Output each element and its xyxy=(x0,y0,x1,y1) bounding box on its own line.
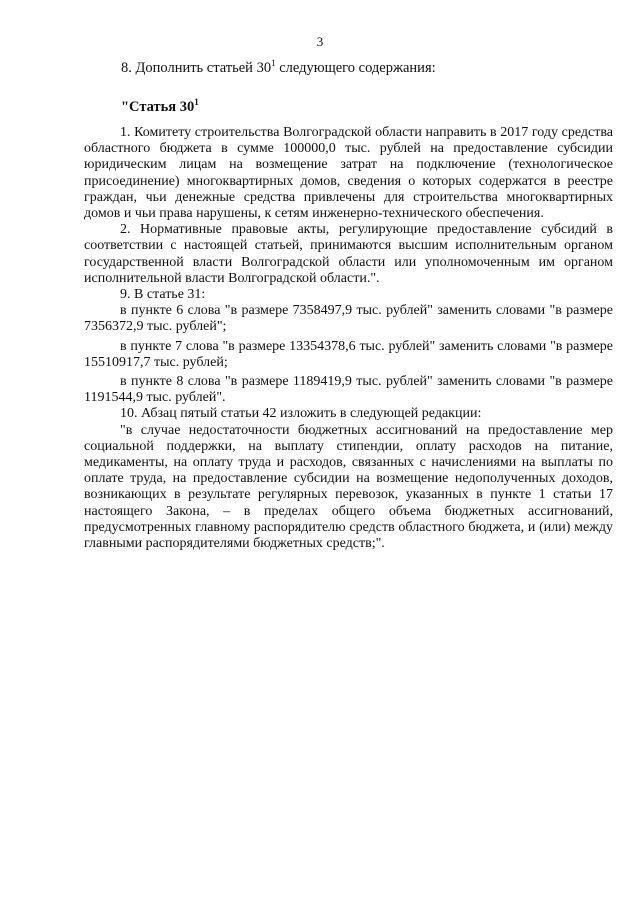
item-9-heading: 9. В статье 31: xyxy=(120,287,206,303)
item-10-heading: 10. Абзац пятый статьи 42 изложить в следующей редакции: xyxy=(120,406,482,422)
item-9-point-8: в пункте 8 слова "в размере 1189419,9 тыс. рублей" заменить словами "в размере 1191544,9 тыс. рублей". xyxy=(84,374,613,406)
article-30-1-paragraph-1: 1. Комитету строительства Волгоградской области направить в 2017 году средства областного бюджета в сумме 100000,0 тыс. рублей на предоставление субсидии юридическим лицам на возмещение затрат на подключение (технологическое присоединение) многоквартирных домов, сведения о которых содержатся в реестре граждан, чьи денежные средства привлечены для строительства многоквартирных домов и чьи права нарушены, к сетям инженерно-технического обеспечения. xyxy=(84,125,613,222)
item-9-point-6: в пункте 6 слова "в размере 7358497,9 тыс. рублей" заменить словами "в размере 7356372,9 тыс. рублей"; xyxy=(84,303,613,335)
item-8-tail: следующего содержания: xyxy=(275,59,436,76)
page-number: 3 xyxy=(316,34,324,49)
amendment-item-8 xyxy=(121,58,436,77)
item-10-quote: "в случае недостаточности бюджетных ассигнований на предоставление мер социальной поддержки, на выплату стипендии, оплату расходов на питание, медикаменты, на оплату труда и расходов, связанных с начислениями на выплаты по оплате труда, на предоставление субсидии на возмещение недополученных доходов, возникающих в результате регулярных перевозок, указанных в пункте 1 статьи 17 настоящего Закона, – в пределах общего объема бюджетных ассигнований, предусмотренных главному распорядителю средств областного бюджета, и (или) между главными распорядителями бюджетных средств;". xyxy=(84,422,613,552)
article-title-superscript: 1 xyxy=(194,97,199,107)
item-8-text: 8. Дополнить статьей 30 xyxy=(121,59,272,76)
document-body xyxy=(84,125,613,552)
article-title xyxy=(121,97,199,116)
item-9-point-7: в пункте 7 слова "в размере 13354378,6 тыс. рублей" заменить словами "в размере 15510917,7 тыс. рублей; xyxy=(84,338,613,370)
item-8-superscript: 1 xyxy=(271,58,276,68)
article-title-text: "Статья 30 xyxy=(121,98,195,115)
article-30-1-paragraph-2: 2. Нормативные правовые акты, регулирующие предоставление субсидий в соответствии с настоящей статьей, принимаются высшим исполнительным органом государственной власти Волгоградской области или уполномоченным им органом исполнительной власти Волгоградской области.". xyxy=(84,222,613,286)
